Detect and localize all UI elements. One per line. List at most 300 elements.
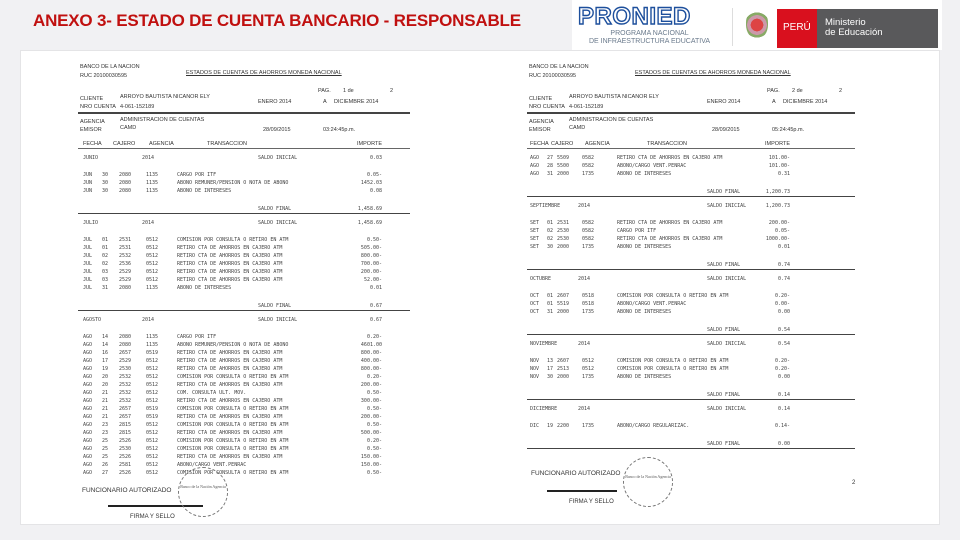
- transaction-row: [78, 397, 410, 405]
- month-year: 2014: [578, 203, 591, 209]
- txn-day: 30: [547, 244, 554, 250]
- txn-day: 14: [102, 342, 109, 348]
- month-name: JUNIO: [83, 155, 99, 161]
- transaction-row: [527, 219, 855, 227]
- txn-cajero: 2531: [557, 220, 570, 226]
- statement-body: [78, 140, 410, 477]
- saldo-final-label: SALDO FINAL: [707, 327, 741, 333]
- agencia-label: AGENCIA: [529, 119, 554, 125]
- transaction-row: [78, 276, 410, 284]
- month-header: [527, 202, 855, 219]
- txn-day: 02: [547, 236, 554, 242]
- page-label: PAG.: [318, 88, 331, 94]
- txn-amount: 0.50-: [366, 422, 382, 428]
- txn-agencia: 0512: [146, 462, 159, 468]
- transaction-row: [527, 357, 855, 365]
- txn-agencia: 0582: [582, 228, 595, 234]
- funcionario-label: FUNCIONARIO AUTORIZADO: [531, 470, 621, 477]
- transaction-row: [527, 154, 855, 162]
- txn-cajero: 2536: [119, 261, 132, 267]
- txn-amount: 101.00-: [768, 163, 790, 169]
- cliente-name: ARROYO BAUTISTA NICANOR ELY: [120, 94, 210, 100]
- month-name: NOVIEMBRE: [530, 341, 558, 347]
- month-header: [527, 405, 855, 422]
- transaction-row: [78, 357, 410, 365]
- firma-label: FIRMA Y SELLO: [569, 499, 614, 505]
- emisor-label: EMISOR: [529, 127, 551, 133]
- txn-cajero: 2532: [119, 382, 132, 388]
- saldo-final-label: SALDO FINAL: [258, 303, 292, 309]
- txn-agencia: 0582: [582, 155, 595, 161]
- transaction-row: [78, 349, 410, 357]
- txn-agencia: 0519: [146, 414, 159, 420]
- ministerio-badge: [817, 9, 938, 48]
- bank-seal-stamp: Banco de la Nación Agencia: [178, 467, 228, 517]
- transaction-row: [527, 292, 855, 300]
- txn-description: COMISION POR CONSULTA O RETIRO EN ATM: [177, 237, 289, 243]
- txn-day: 19: [102, 366, 109, 372]
- txn-month: AGO: [83, 374, 93, 380]
- cuenta-number: 4-061-152189: [569, 104, 604, 110]
- txn-agencia: 1735: [582, 423, 595, 429]
- transaction-row: [78, 413, 410, 421]
- txn-cajero: 2080: [119, 188, 132, 194]
- agencia-label: AGENCIA: [80, 119, 105, 125]
- txn-day: 31: [547, 171, 554, 177]
- transaction-row: [78, 341, 410, 349]
- month-header: [527, 275, 855, 292]
- transaction-row: [527, 300, 855, 308]
- txn-description: RETIRO CTA DE AHORROS EN CAJERO ATM: [177, 366, 283, 372]
- txn-month: JUN: [83, 180, 93, 186]
- month-header: [78, 219, 410, 236]
- txn-agencia: 0512: [582, 366, 595, 372]
- period-to: DICIEMBRE 2014: [334, 99, 379, 105]
- txn-month: AGO: [83, 366, 93, 372]
- txn-amount: 150.00-: [360, 454, 382, 460]
- saldo-inicial-label: SALDO INICIAL: [707, 203, 747, 209]
- month-year: 2014: [578, 276, 591, 282]
- txn-cajero: 2657: [119, 406, 132, 412]
- txn-month: AGO: [83, 438, 93, 444]
- firma-label: FIRMA Y SELLO: [130, 514, 175, 520]
- txn-amount: 800.00-: [360, 253, 382, 259]
- saldo-final-row: [78, 205, 410, 214]
- txn-description: ABONO/CARGO VENT.PENRAC: [617, 301, 687, 307]
- txn-cajero: 2532: [119, 374, 132, 380]
- txn-month: AGO: [83, 350, 93, 356]
- txn-day: 25: [102, 454, 109, 460]
- transaction-row: [78, 421, 410, 429]
- txn-month: JUL: [83, 245, 93, 251]
- transaction-row: [527, 373, 855, 381]
- saldo-final-value: 1,200.73: [765, 189, 790, 195]
- txn-agencia: 1735: [582, 374, 595, 380]
- txn-amount: 200.00-: [360, 414, 382, 420]
- transaction-row: [527, 308, 855, 316]
- col-cajero: CAJERO: [551, 141, 574, 147]
- txn-agencia: 0512: [582, 358, 595, 364]
- emisor-value: CAMD: [569, 125, 586, 131]
- transaction-row: [78, 453, 410, 461]
- col-transaccion: TRANSACCION: [207, 141, 248, 147]
- saldo-final-row: [527, 188, 855, 197]
- txn-day: 30: [102, 188, 109, 194]
- txn-day: 25: [102, 446, 109, 452]
- month-header: [78, 316, 410, 333]
- txn-day: 21: [102, 406, 109, 412]
- saldo-inicial-value: 0.54: [777, 341, 790, 347]
- statement-body: [527, 140, 855, 454]
- txn-description: RETIRO CTA DE AHORROS EN CAJERO ATM: [177, 398, 283, 404]
- txn-day: 25: [102, 438, 109, 444]
- transaction-row: [527, 170, 855, 178]
- month-year: 2014: [142, 220, 155, 226]
- txn-amount: 0.01: [369, 285, 382, 291]
- pronied-subtitle: [582, 30, 717, 46]
- txn-month: AGO: [83, 462, 93, 468]
- month-header: [78, 154, 410, 171]
- txn-cajero: 2080: [119, 180, 132, 186]
- txn-amount: 0.01: [777, 244, 790, 250]
- txn-description: ABONO DE INTERESES: [177, 285, 232, 291]
- txn-amount: 200.00-: [360, 382, 382, 388]
- txn-description: CARGO POR ITF: [617, 228, 657, 234]
- saldo-inicial-label: SALDO INICIAL: [258, 317, 298, 323]
- ruc: RUC 20100030595: [529, 73, 577, 79]
- col-fecha: FECHA: [530, 141, 549, 147]
- header-divider: [78, 112, 410, 114]
- transaction-row: [78, 260, 410, 268]
- txn-month: AGO: [530, 171, 540, 177]
- bank-seal-stamp: Banco de la Nación Agencia: [623, 457, 673, 507]
- transaction-row: [78, 381, 410, 389]
- txn-amount: 0.05-: [774, 228, 790, 234]
- txn-day: 14: [102, 334, 109, 340]
- txn-cajero: 2530: [557, 236, 570, 242]
- txn-month: JUL: [83, 253, 93, 259]
- txn-agencia: 1135: [146, 188, 159, 194]
- txn-amount: 500.00-: [360, 430, 382, 436]
- txn-agencia: 0512: [146, 382, 159, 388]
- txn-cajero: 2532: [119, 398, 132, 404]
- transaction-row: [78, 333, 410, 341]
- txn-agencia: 0512: [146, 366, 159, 372]
- txn-cajero: 2000: [557, 171, 570, 177]
- txn-amount: 101.00-: [768, 155, 790, 161]
- col-agencia: AGENCIA: [149, 141, 174, 147]
- txn-day: 20: [102, 374, 109, 380]
- txn-cajero: 2532: [119, 390, 132, 396]
- txn-day: 01: [102, 237, 109, 243]
- txn-description: COMISION POR CONSULTA O RETIRO EN ATM: [617, 366, 729, 372]
- transaction-row: [78, 268, 410, 276]
- txn-cajero: 2530: [119, 446, 132, 452]
- saldo-inicial-value: 0.14: [777, 406, 790, 412]
- statement-title: ESTADOS DE CUENTAS DE AHORROS MONEDA NACIONAL: [186, 70, 342, 76]
- signature-line: [547, 490, 617, 492]
- txn-cajero: 2531: [119, 245, 132, 251]
- txn-cajero: 5500: [557, 163, 570, 169]
- txn-day: 19: [547, 423, 554, 429]
- period-sep: A: [323, 99, 327, 105]
- column-header-row: [78, 140, 410, 149]
- txn-agencia: 1135: [146, 342, 159, 348]
- txn-month: JUN: [83, 172, 93, 178]
- txn-agencia: 0512: [146, 269, 159, 275]
- txn-day: 21: [102, 414, 109, 420]
- txn-day: 27: [547, 155, 554, 161]
- txn-amount: 0.00-: [774, 301, 790, 307]
- txn-month: OCT: [530, 309, 540, 315]
- txn-description: ABONO DE INTERESES: [617, 244, 672, 250]
- month-name: OCTUBRE: [530, 276, 552, 282]
- divider: [732, 8, 733, 46]
- saldo-final-value: 0.00: [777, 441, 790, 447]
- txn-agencia: 0519: [146, 350, 159, 356]
- txn-description: CARGO POR ITF: [177, 172, 217, 178]
- txn-description: RETIRO CTA DE AHORROS EN CAJERO ATM: [177, 350, 283, 356]
- txn-description: RETIRO CTA DE AHORROS EN CAJERO ATM: [617, 220, 723, 226]
- month-year: 2014: [142, 317, 155, 323]
- txn-amount: 52.00-: [363, 277, 382, 283]
- txn-description: COMISION POR CONSULTA O RETIRO EN ATM: [177, 446, 289, 452]
- txn-cajero: 2080: [119, 342, 132, 348]
- txn-cajero: 2080: [119, 334, 132, 340]
- transaction-row: [78, 389, 410, 397]
- txn-cajero: 2532: [119, 253, 132, 259]
- cuenta-label: NRO CUENTA: [80, 104, 116, 110]
- txn-day: 01: [547, 220, 554, 226]
- txn-description: ABONO/CARGO REGULARIZAC.: [617, 423, 690, 429]
- col-fecha: FECHA: [83, 141, 102, 147]
- txn-description: COMISION POR CONSULTA O RETIRO EN ATM: [177, 374, 289, 380]
- txn-agencia: 1135: [146, 180, 159, 186]
- transaction-row: [78, 179, 410, 187]
- month-name: SEPTIEMBRE: [530, 203, 561, 209]
- logo-bar: [572, 0, 942, 50]
- transaction-row: [78, 461, 410, 469]
- saldo-final-value: 0.54: [777, 327, 790, 333]
- pronied-logo: PRONIED: [578, 3, 691, 30]
- txn-day: 17: [547, 366, 554, 372]
- saldo-inicial-value: 0.74: [777, 276, 790, 282]
- txn-agencia: 0512: [146, 454, 159, 460]
- cuenta-number: 4-061-152189: [120, 104, 155, 110]
- saldo-final-label: SALDO FINAL: [707, 392, 741, 398]
- txn-cajero: 2657: [119, 350, 132, 356]
- txn-cajero: 2657: [119, 414, 132, 420]
- txn-description: ABONO DE INTERESES: [617, 171, 672, 177]
- txn-description: ABONO/CARGO VENT.PENRAC: [617, 163, 687, 169]
- txn-agencia: 0512: [146, 277, 159, 283]
- slide-title: ANEXO 3- ESTADO DE CUENTA BANCARIO - RESPONSABLE: [33, 11, 521, 30]
- txn-day: 01: [102, 245, 109, 251]
- saldo-final-value: 0.74: [777, 262, 790, 268]
- month-name: JULIO: [83, 220, 99, 226]
- txn-month: AGO: [83, 414, 93, 420]
- txn-cajero: 2581: [119, 462, 132, 468]
- txn-cajero: 5509: [557, 155, 570, 161]
- txn-month: JUN: [83, 188, 93, 194]
- txn-month: AGO: [83, 454, 93, 460]
- txn-month: JUL: [83, 269, 93, 275]
- txn-description: RETIRO CTA DE AHORROS EN CAJERO ATM: [177, 454, 283, 460]
- txn-description: RETIRO CTA DE AHORROS EN CAJERO ATM: [177, 245, 283, 251]
- print-time: 05:24:45p.m.: [772, 127, 805, 133]
- saldo-final-row: [527, 326, 855, 335]
- txn-amount: 0.20-: [774, 366, 790, 372]
- col-cajero: CAJERO: [113, 141, 136, 147]
- txn-agencia: 0512: [146, 358, 159, 364]
- saldo-inicial-value: 0.03: [369, 155, 382, 161]
- pronied-sub-line: DE INFRAESTRUCTURA EDUCATIVA: [588, 38, 711, 45]
- txn-amount: 0.20-: [366, 334, 382, 340]
- txn-amount: 800.00-: [360, 366, 382, 372]
- txn-amount: 150.00-: [360, 462, 382, 468]
- txn-agencia: 0512: [146, 422, 159, 428]
- txn-day: 01: [547, 293, 554, 299]
- col-agencia: AGENCIA: [585, 141, 610, 147]
- txn-day: 03: [102, 277, 109, 283]
- emisor-label: EMISOR: [80, 127, 102, 133]
- saldo-final-row: [527, 391, 855, 400]
- txn-cajero: 2080: [119, 172, 132, 178]
- txn-amount: 0.50-: [366, 470, 382, 476]
- page-total: 2: [390, 88, 394, 94]
- txn-amount: 1452.03: [360, 180, 382, 186]
- txn-month: AGO: [83, 382, 93, 388]
- ministerio-line: de Educación: [825, 27, 883, 38]
- saldo-final-label: SALDO FINAL: [258, 206, 292, 212]
- page-total: 2: [839, 88, 843, 94]
- funcionario-label: FUNCIONARIO AUTORIZADO: [82, 487, 172, 494]
- txn-day: 26: [102, 462, 109, 468]
- txn-description: ABONO REMUNER/PENSION O NOTA DE ABONO: [177, 342, 289, 348]
- txn-amount: 4601.00: [360, 342, 382, 348]
- txn-amount: 300.00-: [360, 398, 382, 404]
- page-number: 2: [852, 480, 856, 486]
- col-transaccion: TRANSACCION: [647, 141, 688, 147]
- txn-cajero: 2607: [557, 293, 570, 299]
- transaction-row: [527, 162, 855, 170]
- txn-agencia: 1735: [582, 171, 595, 177]
- transaction-row: [527, 365, 855, 373]
- cuenta-label: NRO CUENTA: [529, 104, 565, 110]
- txn-agencia: 0512: [146, 470, 159, 476]
- txn-description: COM. CONSULTA ULT. MOV.: [177, 390, 247, 396]
- statement-title: ESTADOS DE CUENTAS DE AHORROS MONEDA NACIONAL: [635, 70, 791, 76]
- col-importe: IMPORTE: [765, 141, 790, 147]
- txn-description: ABONO REMUNER/PENSION O NOTA DE ABONO: [177, 180, 289, 186]
- col-importe: IMPORTE: [357, 141, 382, 147]
- header-divider: [527, 112, 855, 114]
- txn-day: 01: [547, 301, 554, 307]
- txn-month: AGO: [83, 446, 93, 452]
- txn-day: 31: [102, 285, 109, 291]
- transaction-row: [78, 405, 410, 413]
- txn-amount: 0.31: [777, 171, 790, 177]
- txn-amount: 0.00: [777, 309, 790, 315]
- txn-month: SET: [530, 220, 540, 226]
- period-to: DICIEMBRE 2014: [783, 99, 828, 105]
- agencia-value: ADMINISTRACION DE CUENTAS: [569, 117, 654, 123]
- txn-month: AGO: [83, 334, 93, 340]
- saldo-inicial-label: SALDO INICIAL: [707, 341, 747, 347]
- saldo-final-value: 0.67: [369, 303, 382, 309]
- saldo-inicial-value: 1,200.73: [765, 203, 790, 209]
- emisor-value: CAMD: [120, 125, 137, 131]
- saldo-final-row: [527, 440, 855, 449]
- txn-agencia: 0582: [582, 220, 595, 226]
- period-from: ENERO 2014: [258, 99, 292, 105]
- txn-amount: 400.00-: [360, 358, 382, 364]
- bank-name: BANCO DE LA NACION: [80, 64, 140, 70]
- bank-name: BANCO DE LA NACION: [529, 64, 589, 70]
- transaction-row: [78, 171, 410, 179]
- saldo-final-label: SALDO FINAL: [707, 262, 741, 268]
- txn-amount: 0.00: [777, 374, 790, 380]
- txn-agencia: 0512: [146, 390, 159, 396]
- txn-agencia: 1135: [146, 172, 159, 178]
- txn-amount: 505.00-: [360, 245, 382, 251]
- txn-agencia: 0582: [582, 163, 595, 169]
- txn-month: AGO: [83, 358, 93, 364]
- txn-description: ABONO DE INTERESES: [617, 309, 672, 315]
- txn-agencia: 0512: [146, 237, 159, 243]
- txn-description: RETIRO CTA DE AHORROS EN CAJERO ATM: [177, 269, 283, 275]
- txn-amount: 0.50-: [366, 390, 382, 396]
- saldo-inicial-label: SALDO INICIAL: [258, 155, 298, 161]
- txn-amount: 700.00-: [360, 261, 382, 267]
- txn-cajero: 2815: [119, 430, 132, 436]
- saldo-final-label: SALDO FINAL: [707, 189, 741, 195]
- txn-month: AGO: [83, 470, 93, 476]
- txn-description: ABONO DE INTERESES: [617, 374, 672, 380]
- txn-cajero: 2526: [119, 454, 132, 460]
- txn-agencia: 1735: [582, 244, 595, 250]
- month-name: AGOSTO: [83, 317, 102, 323]
- txn-cajero: 2526: [119, 470, 132, 476]
- txn-month: AGO: [530, 155, 540, 161]
- txn-month: JUL: [83, 261, 93, 267]
- txn-day: 31: [547, 309, 554, 315]
- txn-day: 23: [102, 422, 109, 428]
- month-name: DICIEMBRE: [530, 406, 558, 412]
- txn-agencia: 0512: [146, 253, 159, 259]
- transaction-row: [78, 365, 410, 373]
- txn-agencia: 0512: [146, 245, 159, 251]
- txn-day: 30: [102, 172, 109, 178]
- column-header-row: [527, 140, 855, 149]
- txn-day: 16: [102, 350, 109, 356]
- txn-description: RETIRO CTA DE AHORROS EN CAJERO ATM: [177, 430, 283, 436]
- pronied-sub-line: PROGRAMA NACIONAL: [610, 30, 689, 37]
- txn-agencia: 0512: [146, 438, 159, 444]
- txn-cajero: 5519: [557, 301, 570, 307]
- txn-day: 20: [102, 382, 109, 388]
- txn-amount: 0.08: [369, 188, 382, 194]
- month-header: [527, 340, 855, 357]
- txn-day: 02: [102, 253, 109, 259]
- transaction-row: [78, 284, 410, 292]
- txn-cajero: 2529: [119, 269, 132, 275]
- txn-agencia: 1735: [582, 309, 595, 315]
- txn-cajero: 2607: [557, 358, 570, 364]
- txn-day: 23: [102, 430, 109, 436]
- txn-cajero: 2080: [119, 285, 132, 291]
- peru-badge: PERÚ: [777, 9, 817, 48]
